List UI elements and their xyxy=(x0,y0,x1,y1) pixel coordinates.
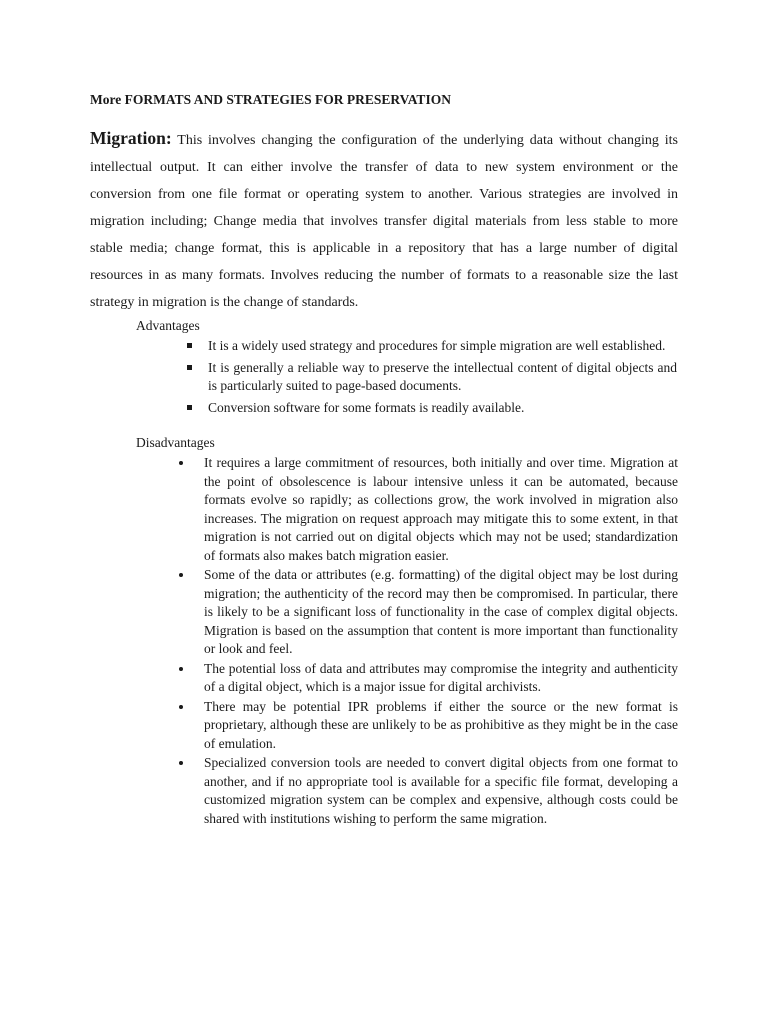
round-bullet-icon xyxy=(179,667,183,671)
advantages-list xyxy=(208,337,677,420)
list-item-text: It requires a large commitment of resources, both initially and over time. Migration at the point of obsolescence is labour intensive unless it can be automated, because formats evolve so rapidly; as collections grow, the work involved in migration also increases. The migration on request approach may mitigate this to some extent, in that migration is not carried out on digital objects which may not be used; standardization of formats also makes batch migration easier. xyxy=(204,455,678,563)
title-lead: More xyxy=(90,92,122,107)
disadvantages-heading: Disadvantages xyxy=(136,435,215,450)
list-item xyxy=(208,359,677,396)
square-bullet-icon xyxy=(187,343,192,348)
intro-text: This involves changing the configuration of the underlying data without changing its intellectual output. It can either involve the transfer of data to new system environment or the conversion from one file format or operating system to another. Various strategies are involved in migration including; Change media that involves transfer digital materials from less stable to more stable media; change format, this is applicable in a repository that has a large number of digital resources in as many formats. Involves reducing the number of formats to a reasonable size the last strategy in migration is the change of standards. xyxy=(90,133,678,310)
document-title xyxy=(90,92,451,108)
list-item-text: It is generally a reliable way to preserve the intellectual content of digital objects and is particularly suited to page-based documents. xyxy=(208,359,677,393)
list-item xyxy=(204,660,678,697)
round-bullet-icon xyxy=(179,761,183,765)
square-bullet-icon xyxy=(187,365,192,370)
list-item-text: There may be potential IPR problems if either the source or the new format is proprietary, although these are unlikely to be as prohibitive as they might be in the case of emulation. xyxy=(204,698,678,751)
list-item xyxy=(208,399,677,418)
round-bullet-icon xyxy=(179,705,183,709)
list-item-text: Some of the data or attributes (e.g. formatting) of the digital object may be lost during migration; the authenticity of the record may then be compromised. In particular, there is likely to be a significant loss of functionality in the case of complex digital objects. Migration is based on the assumption that content is more important than functionality or look and feel. xyxy=(204,567,678,656)
list-item xyxy=(204,698,678,754)
intro-paragraph xyxy=(90,125,678,316)
list-item xyxy=(204,754,678,828)
list-item xyxy=(208,337,677,356)
list-item-text: Specialized conversion tools are needed to convert digital objects from one format to another, and if no appropriate tool is available for a specific file format, developing a customized migration system can be complex and expensive, although costs could be shared with institutions wishing to perform the same migration. xyxy=(204,755,678,826)
intro-term: Migration: xyxy=(90,128,172,148)
square-bullet-icon xyxy=(187,405,192,410)
list-item-text: It is a widely used strategy and procedures for simple migration are well established. xyxy=(208,338,666,353)
title-main: FORMATS AND STRATEGIES FOR PRESERVATION xyxy=(124,92,451,107)
round-bullet-icon xyxy=(179,461,183,465)
disadvantages-list xyxy=(204,454,678,829)
list-item xyxy=(204,566,678,659)
list-item xyxy=(204,454,678,565)
round-bullet-icon xyxy=(179,573,183,577)
advantages-heading: Advantages xyxy=(136,318,200,333)
list-item-text: Conversion software for some formats is readily available. xyxy=(208,399,525,415)
list-item-text: The potential loss of data and attributes may compromise the integrity and authenticity of a digital object, which is a major issue for digital archivists. xyxy=(204,660,678,694)
